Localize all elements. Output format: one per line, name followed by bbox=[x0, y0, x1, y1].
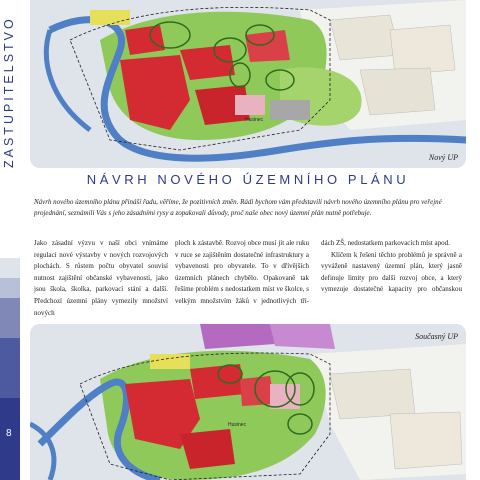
sidebar-tab-4 bbox=[0, 338, 20, 398]
current-zoning-map bbox=[30, 324, 466, 480]
section-label: ZASTUPITELSTVO bbox=[2, 16, 16, 168]
bottom-map-town-label: Husinec bbox=[228, 422, 247, 428]
article-title: NÁVRH NOVÉHO ÚZEMNÍHO PLÁNU bbox=[86, 172, 410, 187]
top-map-caption: Nový UP bbox=[428, 153, 458, 162]
article-column-3-part-1: dách ZŠ, nedostatkem parkovacích míst apod. bbox=[321, 239, 450, 247]
new-zoning-map-graphic bbox=[30, 0, 466, 168]
article-column-3 bbox=[321, 238, 462, 296]
current-zoning-map-graphic bbox=[30, 324, 466, 480]
article-column-3-part-2: Klíčem k řešení těchto problémů je správně a vyváženě nastavený územní plán, který jasně definuje limity pro další rozvoj obce, a který vymezuje dostatečné kapacity pro občanskou bbox=[321, 250, 462, 294]
new-zoning-map bbox=[30, 0, 466, 168]
article-column-1: Jako zásadní výzvu v naší obci vnímáme regulaci nové výstavby v nových rozvojových plochách. S růstem počtu obyvatel souvisí nutnost zajištění občanské vybavenosti, jako jsou škola, školka, parkovací stání a další. Předchozí územní plány vymezily množství nových bbox=[34, 239, 168, 317]
sidebar-tab-2 bbox=[0, 278, 20, 298]
article-body bbox=[34, 238, 462, 318]
sidebar-tab-3 bbox=[0, 298, 20, 338]
sidebar-color-tabs bbox=[0, 258, 20, 480]
article-column-2: ploch k zástavbě. Rozvoj obce musí jít ale ruku v ruce se zajištěním dostatečné infrastruktury a vybavenosti pro obyvatele. To v dřívějších územních plánech chybělo. Opakovaně tak řešíme problém s nedostatkem míst ve školce, s velkým množstvím žáků v jednotlivých tří- bbox=[175, 239, 309, 305]
bottom-map-caption: Současný UP bbox=[415, 332, 458, 341]
sidebar-tab-5 bbox=[0, 398, 20, 480]
sidebar-tab-1 bbox=[0, 258, 20, 278]
top-map-town-label: Husinec bbox=[245, 117, 264, 123]
page-number: 8 bbox=[6, 428, 12, 439]
article-lead: Návrh nového územního plánu přináší řadu, věříme, že pozitivních změn. Rádi bychom vám představili návrh nového územního plánu pro veřejné projednání, seznámili Vás s jeho zásadními rysy a zopakovali důvody, proč naše obec nový územní plán nutně potřebuje. bbox=[34, 198, 442, 217]
